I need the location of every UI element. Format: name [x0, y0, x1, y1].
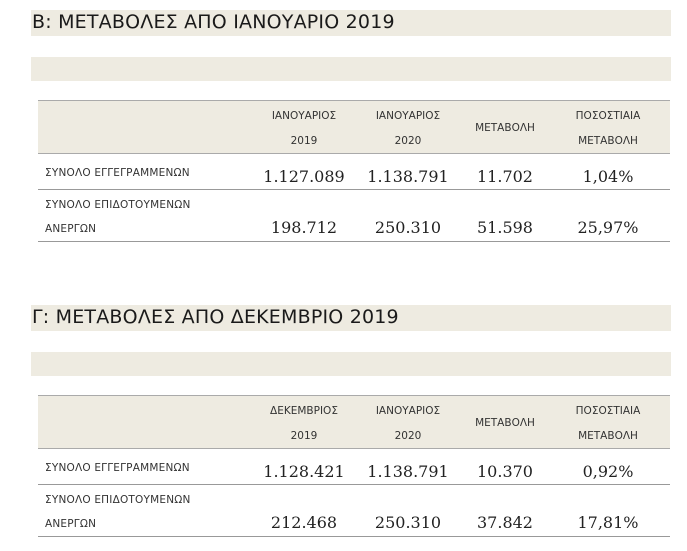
section-b-table-header: [38, 100, 670, 154]
row-label: ΣΥΝΟΛΟ ΕΓΓΕΓΡΑΜΜΕΝΩΝ: [45, 167, 190, 179]
header-col3: ΜΕΤΑΒΟΛΗ: [475, 417, 535, 429]
value-col3: 51.598: [477, 218, 533, 237]
section-b-spacer-bar: [31, 57, 671, 81]
value-col1: 1.127.089: [263, 167, 345, 186]
value-col1: 198.712: [270, 218, 338, 237]
header-col2: ΙΑΝΟΥΑΡΙΟΣ 2020: [375, 405, 441, 442]
value-col2: 250.310: [374, 218, 442, 237]
value-col4: 0,92%: [582, 462, 634, 481]
value-col4: 1,04%: [582, 167, 634, 186]
section-c-spacer-bar: [31, 352, 671, 376]
row-label-line1: ΣΥΝΟΛΟ ΕΠΙΔΟΤΟΥΜΕΝΩΝ: [45, 494, 191, 506]
table-row: [38, 448, 670, 485]
value-col4: 25,97%: [577, 218, 639, 237]
value-col3: 11.702: [477, 167, 533, 186]
value-col1: 1.128.421: [263, 462, 345, 481]
section-c-title-bar: [31, 305, 671, 331]
header-col4: ΠΟΣΟΣΤΙΑΙΑ ΜΕΤΑΒΟΛΗ: [575, 405, 641, 442]
header-col4: ΠΟΣΟΣΤΙΑΙΑ ΜΕΤΑΒΟΛΗ: [575, 110, 641, 147]
section-b-table: [38, 100, 670, 245]
table-row: [38, 190, 670, 242]
header-col2: ΙΑΝΟΥΑΡΙΟΣ 2020: [375, 110, 441, 147]
value-col2: 250.310: [374, 513, 442, 532]
table-row: [38, 485, 670, 537]
section-b-title-bar: [31, 10, 671, 36]
row-label-line2: ΑΝΕΡΓΩΝ: [45, 223, 97, 235]
value-col3: 37.842: [477, 513, 533, 532]
section-c-table-header: [38, 395, 670, 449]
section-b-title: Β: ΜΕΤΑΒΟΛΕΣ ΑΠΟ ΙΑΝΟΥΑΡΙΟ 2019: [32, 11, 395, 33]
value-col2: 1.138.791: [367, 462, 449, 481]
header-col1: ΔΕΚΕΜΒΡΙΟΣ 2019: [270, 405, 338, 442]
value-col2: 1.138.791: [367, 167, 449, 186]
value-col4: 17,81%: [577, 513, 639, 532]
section-c-title: Γ: ΜΕΤΑΒΟΛΕΣ ΑΠΟ ΔΕΚΕΜΒΡΙΟ 2019: [32, 306, 399, 328]
value-col1: 212.468: [270, 513, 338, 532]
section-c-table: [38, 395, 670, 540]
header-col3: ΜΕΤΑΒΟΛΗ: [475, 122, 535, 134]
row-label-line1: ΣΥΝΟΛΟ ΕΠΙΔΟΤΟΥΜΕΝΩΝ: [45, 199, 191, 211]
table-row: [38, 153, 670, 190]
value-col3: 10.370: [477, 462, 533, 481]
row-label-line2: ΑΝΕΡΓΩΝ: [45, 518, 97, 530]
row-label: ΣΥΝΟΛΟ ΕΓΓΕΓΡΑΜΜΕΝΩΝ: [45, 462, 190, 474]
header-col1: ΙΑΝΟΥΑΡΙΟΣ 2019: [271, 110, 337, 147]
